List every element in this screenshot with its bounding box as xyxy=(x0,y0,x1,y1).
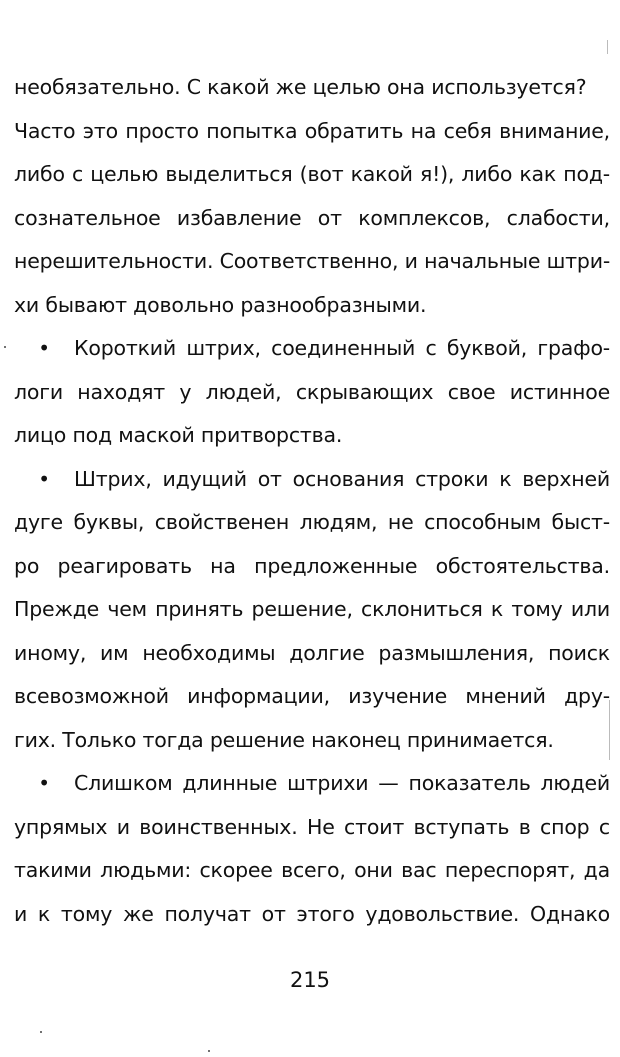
text-line: дуге буквы, свойственен людям, не способным быст- xyxy=(14,510,610,534)
scan-speck xyxy=(4,346,6,348)
text-line: всевозможной информации, изучение мнений дру- xyxy=(14,684,610,708)
text-line: иному, им необходимы долгие размышления, поиск xyxy=(14,640,610,665)
scan-speck xyxy=(40,1031,42,1033)
text-line: хи бывают довольно разнообразными. xyxy=(14,292,427,317)
bullet-item-baseline-stroke xyxy=(14,458,610,502)
bullet-first-line: Короткий штрих, соединенный с буквой, графо- xyxy=(74,336,610,360)
text-line: сознательное избавление от комплексов, слабости, xyxy=(14,205,610,230)
text-line: Прежде чем принять решение, склониться к тому или xyxy=(14,597,610,621)
text-line: ро реагировать на предложенные обстоятельства. xyxy=(14,553,610,578)
text-line: такими людьми: скорее всего, они вас переспорят, да xyxy=(14,858,610,882)
bullet-first-line: Слишком длинные штрихи — показатель людей xyxy=(74,771,610,795)
scan-edge-line xyxy=(607,40,608,54)
text-line: нерешительности. Соответственно, и начальные штри- xyxy=(14,249,610,273)
text-line: и к тому же получат от этого удовольствие. Однако xyxy=(14,901,610,926)
page-number: 215 xyxy=(289,968,331,992)
bullet-icon: • xyxy=(38,336,50,360)
bullet-icon: • xyxy=(38,771,50,795)
text-line: необязательно. С какой же целью она используется? xyxy=(14,75,587,99)
text-line: Часто это просто попытка обратить на себя внимание, xyxy=(14,118,610,143)
bullet-icon: • xyxy=(38,466,50,491)
text-line: логи находят у людей, скрывающих свое истинное xyxy=(14,379,610,404)
main-text xyxy=(14,66,610,936)
text-line: гих. Только тогда решение наконец принимается. xyxy=(14,727,554,752)
text-line: лицо под маской притворства. xyxy=(14,423,343,447)
scan-speck xyxy=(208,1050,210,1052)
bullet-item-short-stroke xyxy=(14,327,610,371)
bullet-first-line: Штрих, идущий от основания строки к верхней xyxy=(74,466,610,491)
text-line: либо с целью выделиться (вот какой я!), либо как под- xyxy=(14,162,610,186)
text-line: упрямых и воинственных. Не стоит вступать в спор с xyxy=(14,814,610,839)
bullet-item-long-stroke xyxy=(14,762,610,806)
